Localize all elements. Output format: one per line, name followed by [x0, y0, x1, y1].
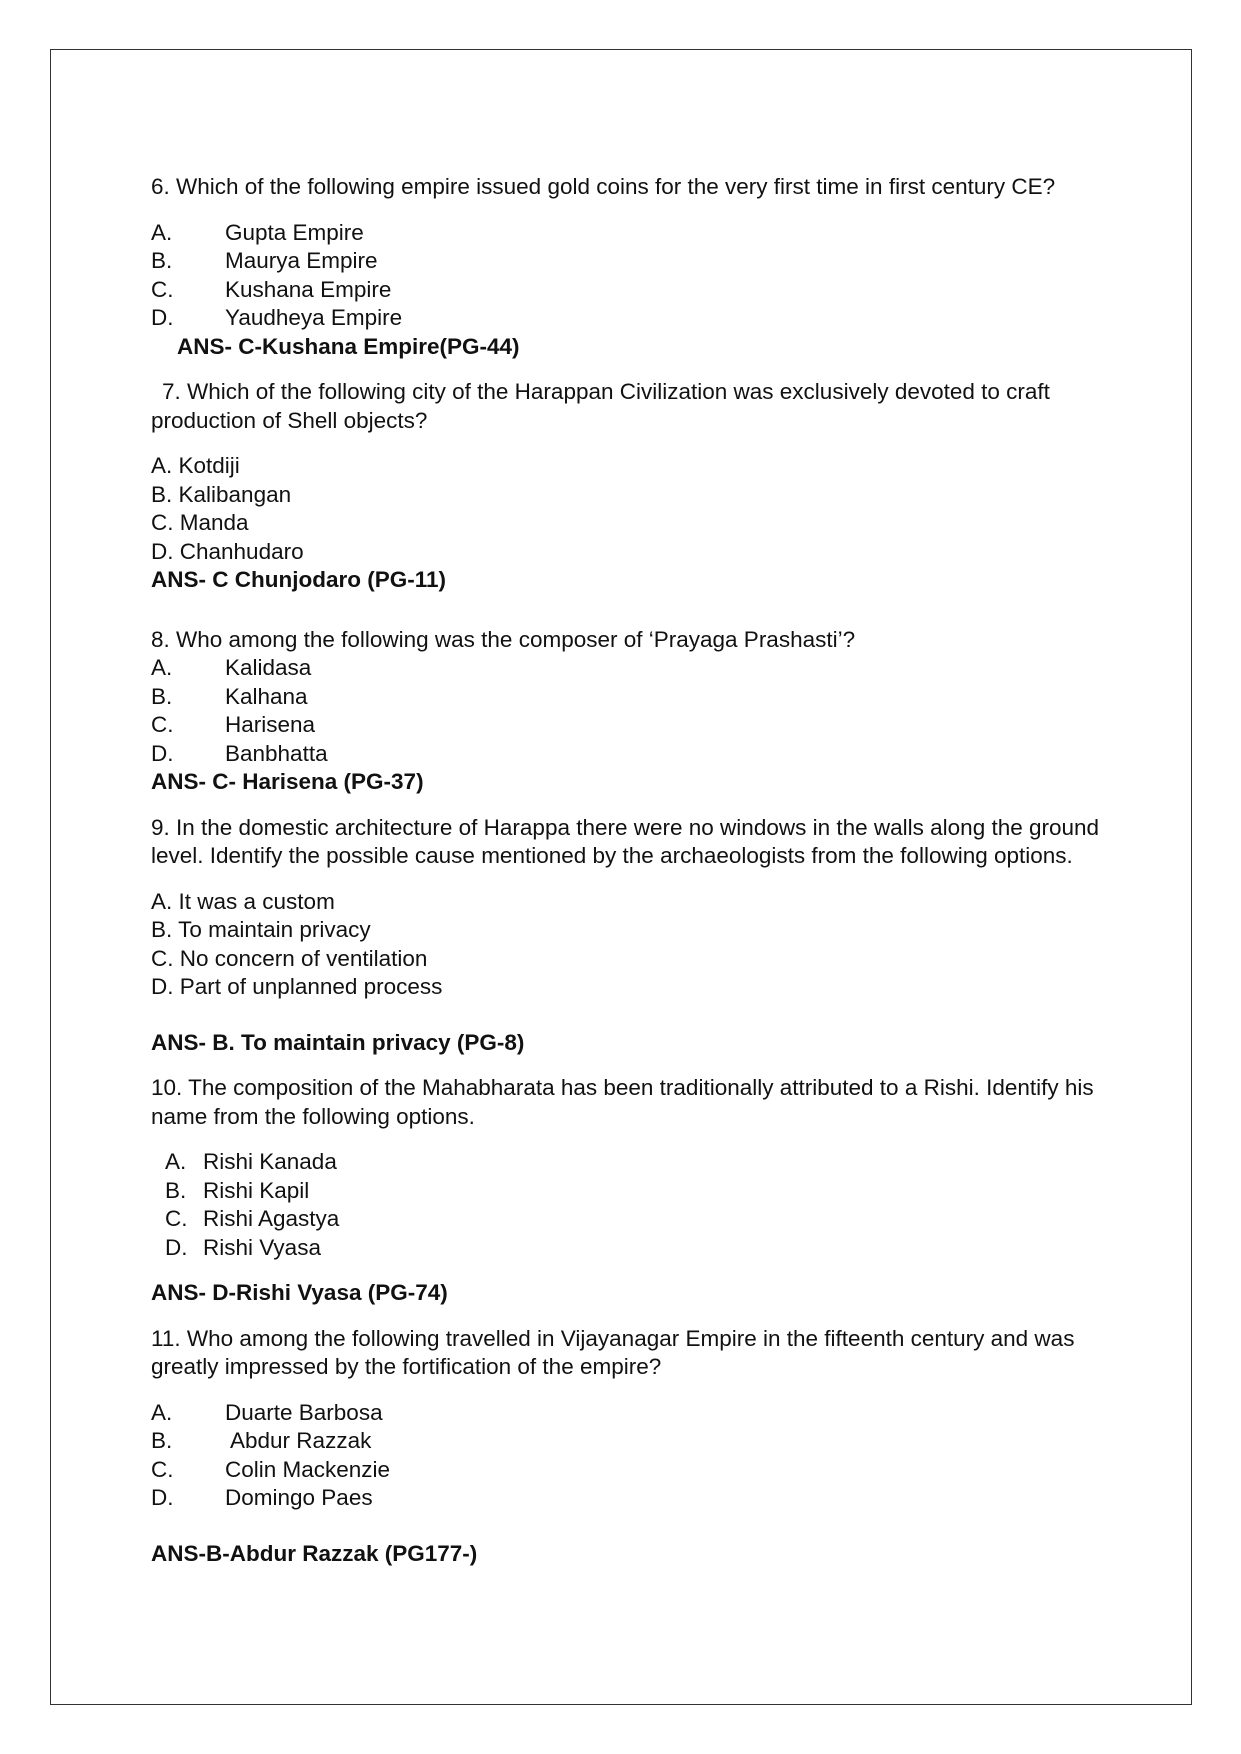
- question-6: 6. Which of the following empire issued gold coins for the very first time in first century CE?: [151, 174, 1056, 199]
- answer-10: ANS- D-Rishi Vyasa (PG-74): [151, 1280, 448, 1305]
- option-9d: D. Part of unplanned process: [151, 974, 443, 999]
- question-sheet: [151, 173, 1111, 1568]
- option-10b: B. Rishi Kapil: [165, 1177, 310, 1203]
- option-7a: A. Kotdiji: [151, 453, 240, 478]
- question-6-options: [151, 219, 1111, 333]
- option-11d: D. Domingo Paes: [151, 1485, 373, 1510]
- question-10-options: [151, 1148, 1111, 1262]
- answer-8: ANS- C- Harisena (PG-37): [151, 769, 424, 794]
- option-7b: B. Kalibangan: [151, 481, 292, 507]
- option-6a: A. Gupta Empire: [151, 219, 364, 245]
- option-10a: A. Rishi Kanada: [165, 1149, 337, 1174]
- question-10: 10. The composition of the Mahabharata has been traditionally attributed to a Rishi. Identify his name from the following options.: [151, 1075, 1094, 1129]
- option-11b: B. Abdur Razzak: [151, 1428, 372, 1453]
- answer-9: ANS- B. To maintain privacy (PG-8): [151, 1029, 525, 1055]
- option-7d: D. Chanhudaro: [151, 538, 304, 564]
- question-9: 9. In the domestic architecture of Harappa there were no windows in the walls along the ground level. Identify the possible cause mentioned by the archaeologists from the following options.: [151, 814, 1100, 868]
- question-8: 8. Who among the following was the composer of ‘Prayaga Prashasti’?: [151, 626, 856, 652]
- option-10d: D. Rishi Vyasa: [165, 1234, 321, 1260]
- option-10c: C. Rishi Agastya: [165, 1206, 340, 1231]
- option-8d: D. Banbhatta: [151, 740, 328, 766]
- option-8a: A. Kalidasa: [151, 655, 312, 680]
- option-11a: A. Duarte Barbosa: [151, 1399, 383, 1425]
- option-8c: C. Harisena: [151, 712, 316, 737]
- question-7-options: [151, 452, 1111, 566]
- question-9-options: [151, 888, 1111, 1002]
- answer-7: ANS- C Chunjodaro (PG-11): [151, 567, 447, 592]
- question-11: 11. Who among the following travelled in Vijayanagar Empire in the fifteenth century and was greatly impressed by the fortification of the empire?: [151, 1325, 1075, 1379]
- question-8-options: [151, 654, 1111, 768]
- option-9c: C. No concern of ventilation: [151, 945, 428, 971]
- question-7: 7. Which of the following city of the Harappan Civilization was exclusively devoted to craft production of Shell objects?: [151, 379, 1050, 433]
- option-9b: B. To maintain privacy: [151, 917, 371, 942]
- option-6b: B. Maurya Empire: [151, 248, 378, 273]
- answer-6: ANS- C-Kushana Empire(PG-44): [177, 333, 520, 359]
- option-9a: A. It was a custom: [151, 888, 335, 914]
- answer-11: ANS-B-Abdur Razzak (PG177-): [151, 1540, 478, 1566]
- option-6c: C. Kushana Empire: [151, 276, 392, 302]
- option-6d: D. Yaudheya Empire: [151, 305, 403, 330]
- option-7c: C. Manda: [151, 510, 249, 535]
- option-8b: B. Kalhana: [151, 683, 308, 709]
- question-11-options: [151, 1399, 1111, 1513]
- option-11c: C. Colin Mackenzie: [151, 1456, 391, 1482]
